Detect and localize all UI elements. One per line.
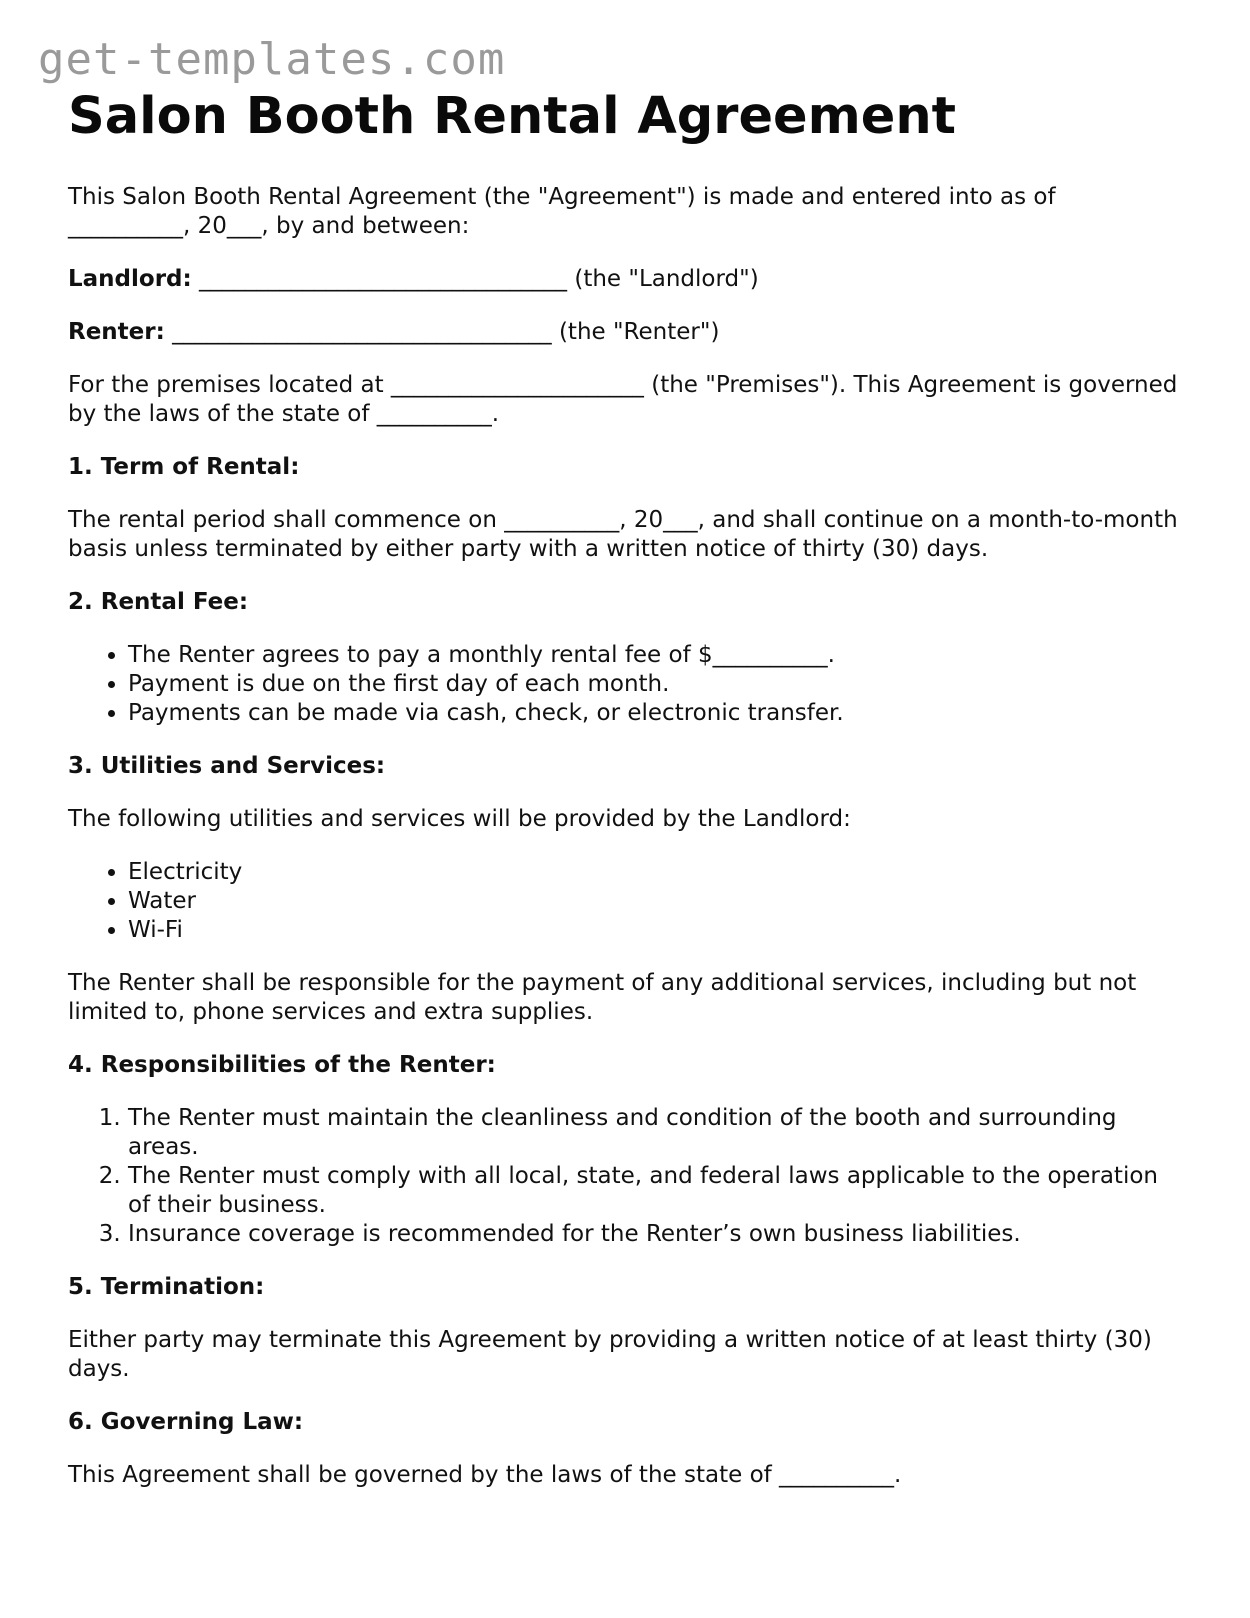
section-body-term: The rental period shall commence on __________, 20___, and shall continue on a month-to-month basis unless terminated by either party with a written notice of thirty (30) days. <box>68 507 1178 563</box>
list-item: 1. The Renter must maintain the cleanliness and condition of the booth and surrounding areas. <box>128 1104 1183 1162</box>
list-item: • Payment is due on the first day of each month. <box>128 670 1183 699</box>
premises-paragraph: For the premises located at ______________________ (the "Premises"). This Agreement is governed by the laws of the state of __________. <box>68 372 1178 428</box>
section-body-law: This Agreement shall be governed by the laws of the state of __________. <box>68 1462 902 1489</box>
document-title: Salon Booth Rental Agreement <box>68 87 957 146</box>
utilities-outro: The Renter shall be responsible for the payment of any additional services, including but not limited to, phone services and extra supplies. <box>68 970 1137 1026</box>
section-heading-utilities: 3. Utilities and Services: <box>68 753 386 780</box>
list-item: • The Renter agrees to pay a monthly rental fee of $__________. <box>128 641 1183 670</box>
list-item: • Wi-Fi <box>128 916 1183 945</box>
list-item: 2. The Renter must comply with all local, state, and federal laws applicable to the operation of their business. <box>128 1162 1183 1220</box>
section-heading-termination: 5. Termination: <box>68 1274 265 1301</box>
responsibilities-list <box>68 1104 1183 1249</box>
utilities-list <box>68 858 1183 945</box>
list-item: 3. Insurance coverage is recommended for the Renter’s own business liabilities. <box>128 1220 1183 1249</box>
section-heading-fee: 2. Rental Fee: <box>68 589 249 616</box>
watermark: get-templates.com <box>38 34 506 85</box>
renter-text: _________________________________ (the "Renter") <box>164 319 720 346</box>
list-item: • Payments can be made via cash, check, or electronic transfer. <box>128 699 1183 728</box>
list-item: • Electricity <box>128 858 1183 887</box>
section-heading-responsibilities: 4. Responsibilities of the Renter: <box>68 1052 496 1079</box>
landlord-line <box>68 265 1183 294</box>
document <box>68 86 1183 1514</box>
renter-line <box>68 318 1183 347</box>
fee-list <box>68 641 1183 728</box>
section-body-termination: Either party may terminate this Agreement by providing a written notice of at least thirty (30) days. <box>68 1327 1152 1383</box>
landlord-label: Landlord: <box>68 266 192 293</box>
renter-label: Renter: <box>68 319 165 346</box>
section-heading-term: 1. Term of Rental: <box>68 454 300 481</box>
section-heading-law: 6. Governing Law: <box>68 1409 304 1436</box>
list-item: • Water <box>128 887 1183 916</box>
utilities-intro: The following utilities and services will be provided by the Landlord: <box>68 806 851 833</box>
landlord-text: ________________________________ (the "Landlord") <box>191 266 759 293</box>
intro-paragraph: This Salon Booth Rental Agreement (the "Agreement") is made and entered into as of __________, 20___, by and between: <box>68 184 1056 240</box>
